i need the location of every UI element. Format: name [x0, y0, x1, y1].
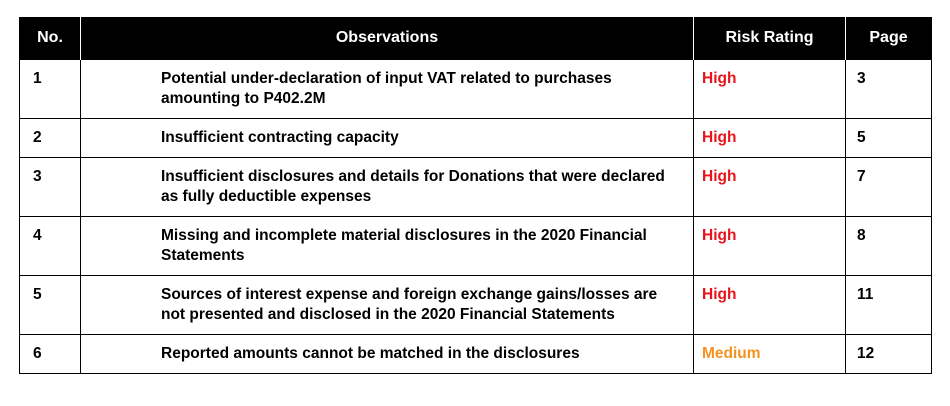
table-row — [20, 119, 932, 158]
observations-table — [19, 17, 932, 374]
row-observation: Reported amounts cannot be matched in the disclosures — [81, 335, 694, 374]
row-number: 4 — [20, 217, 81, 276]
table-row — [20, 276, 932, 335]
row-risk-rating: High — [694, 217, 846, 276]
header-observations: Observations — [81, 17, 694, 60]
row-page: 8 — [846, 217, 932, 276]
row-page: 12 — [846, 335, 932, 374]
row-page: 7 — [846, 158, 932, 217]
row-observation: Insufficient disclosures and details for Donations that were declared as fully deductible expenses — [81, 158, 694, 217]
row-risk-rating: High — [694, 276, 846, 335]
row-risk-rating: High — [694, 60, 846, 119]
row-number: 2 — [20, 119, 81, 158]
row-observation: Potential under-declaration of input VAT related to purchases amounting to P402.2M — [81, 60, 694, 119]
observations-table-container — [19, 17, 931, 374]
row-observation: Sources of interest expense and foreign exchange gains/losses are not presented and disclosed in the 2020 Financial Statements — [81, 276, 694, 335]
row-number: 5 — [20, 276, 81, 335]
table-row — [20, 335, 932, 374]
row-observation: Missing and incomplete material disclosures in the 2020 Financial Statements — [81, 217, 694, 276]
row-page: 3 — [846, 60, 932, 119]
row-number: 3 — [20, 158, 81, 217]
table-row — [20, 60, 932, 119]
header-risk-rating: Risk Rating — [694, 17, 846, 60]
header-page: Page — [846, 17, 932, 60]
row-observation: Insufficient contracting capacity — [81, 119, 694, 158]
row-number: 6 — [20, 335, 81, 374]
row-risk-rating: High — [694, 158, 846, 217]
row-number: 1 — [20, 60, 81, 119]
row-page: 5 — [846, 119, 932, 158]
table-header-row — [20, 17, 932, 60]
header-no: No. — [20, 17, 81, 60]
row-risk-rating: High — [694, 119, 846, 158]
table-row — [20, 158, 932, 217]
table-row — [20, 217, 932, 276]
row-risk-rating: Medium — [694, 335, 846, 374]
row-page: 11 — [846, 276, 932, 335]
